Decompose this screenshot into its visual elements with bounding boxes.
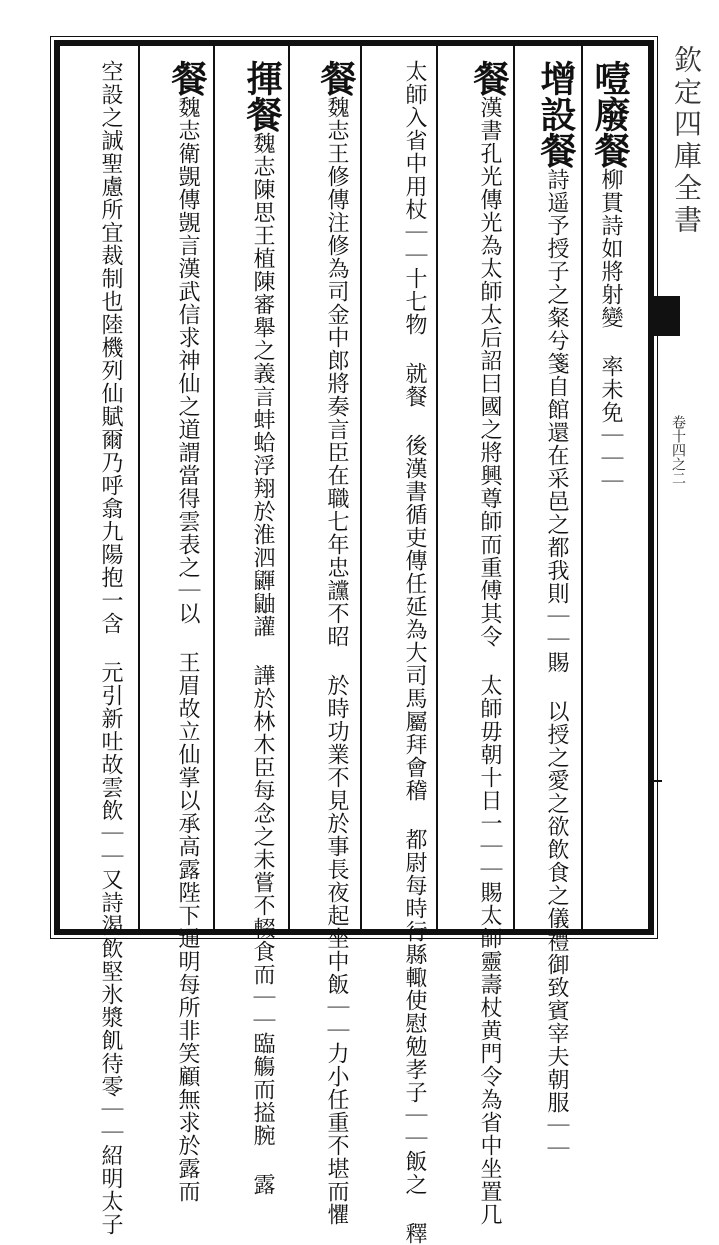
text-column xyxy=(218,60,284,1196)
juan-number: 卷十四之二 xyxy=(670,415,686,485)
text-column xyxy=(66,60,132,1236)
column-rule xyxy=(288,46,290,930)
entry-text: 太師入省中用杖｜｜十七物 就餐 後漢書循吏傳任延為大司馬屬拜會稽 都尉每時行縣輙使慰勉孝子｜｜飯之 釋 xyxy=(402,60,427,1245)
book-title: 欽定四庫全書 xyxy=(670,45,703,237)
column-rule xyxy=(436,46,438,930)
entry-heading: 餐 xyxy=(315,60,357,96)
column-rule xyxy=(138,46,140,930)
margin-tick xyxy=(650,780,662,782)
entry-heading: 餐 xyxy=(166,60,208,96)
text-column xyxy=(292,60,358,1226)
text-column xyxy=(518,60,578,1160)
entry-heading: 揮餐 xyxy=(241,60,283,132)
text-column xyxy=(441,60,511,1226)
text-column xyxy=(143,60,209,1203)
entry-text: 魏志衛覬傳覬言漢武信求神仙之道謂當得雲表之｜以 王眉故立仙掌以承高露陛下通明每所非笑顧無求於露而 xyxy=(175,96,200,1203)
entry-text: 漢書孔光傳光為太師太后詔曰國之將興尊師而重傅其令 太師毋朝十日一｜｜賜太師靈壽杖黄門令為省中坐置几 xyxy=(477,96,502,1226)
entry-text: 魏志王修傳注修為司金中郎將奏言臣在職七年忠讜不昭 於時功業不見於事長夜起坐中飯｜｜力小任重不堪而懼 xyxy=(324,96,349,1226)
text-column xyxy=(366,60,436,1245)
entry-heading: 噎廢餐 xyxy=(589,60,631,168)
column-rule xyxy=(513,46,515,930)
entry-text: 柳貫詩如將射變 率未免｜｜｜ xyxy=(598,168,623,493)
fish-tail-mark xyxy=(650,296,680,336)
entry-text: 詩遥予授子之粲兮箋自館還在采邑之都我則｜｜賜 以授之愛之欲飲食之儀禮御致賓宰夫朝服｜｜ xyxy=(544,168,569,1160)
entry-heading: 增設餐 xyxy=(535,60,577,168)
entry-heading: 餐 xyxy=(468,60,510,96)
column-rule xyxy=(213,46,215,930)
column-rule xyxy=(581,46,583,930)
entry-text: 魏志陳思王植陳審舉之義言蚌蛤浮翔於淮泗鼲鼬讙 譁於林木臣每念之未嘗不輟食而｜｜臨觴而搤腕 露 xyxy=(250,132,275,1196)
text-column xyxy=(588,60,632,493)
entry-text: 空設之誠聖慮所宜裁制也陸機列仙賦爾乃呼翕九陽抱一含 元引新吐故雲飲｜｜又詩渴飲堅氷漿飢待零｜｜紹明太子 xyxy=(98,60,123,1236)
column-rule xyxy=(360,46,362,930)
